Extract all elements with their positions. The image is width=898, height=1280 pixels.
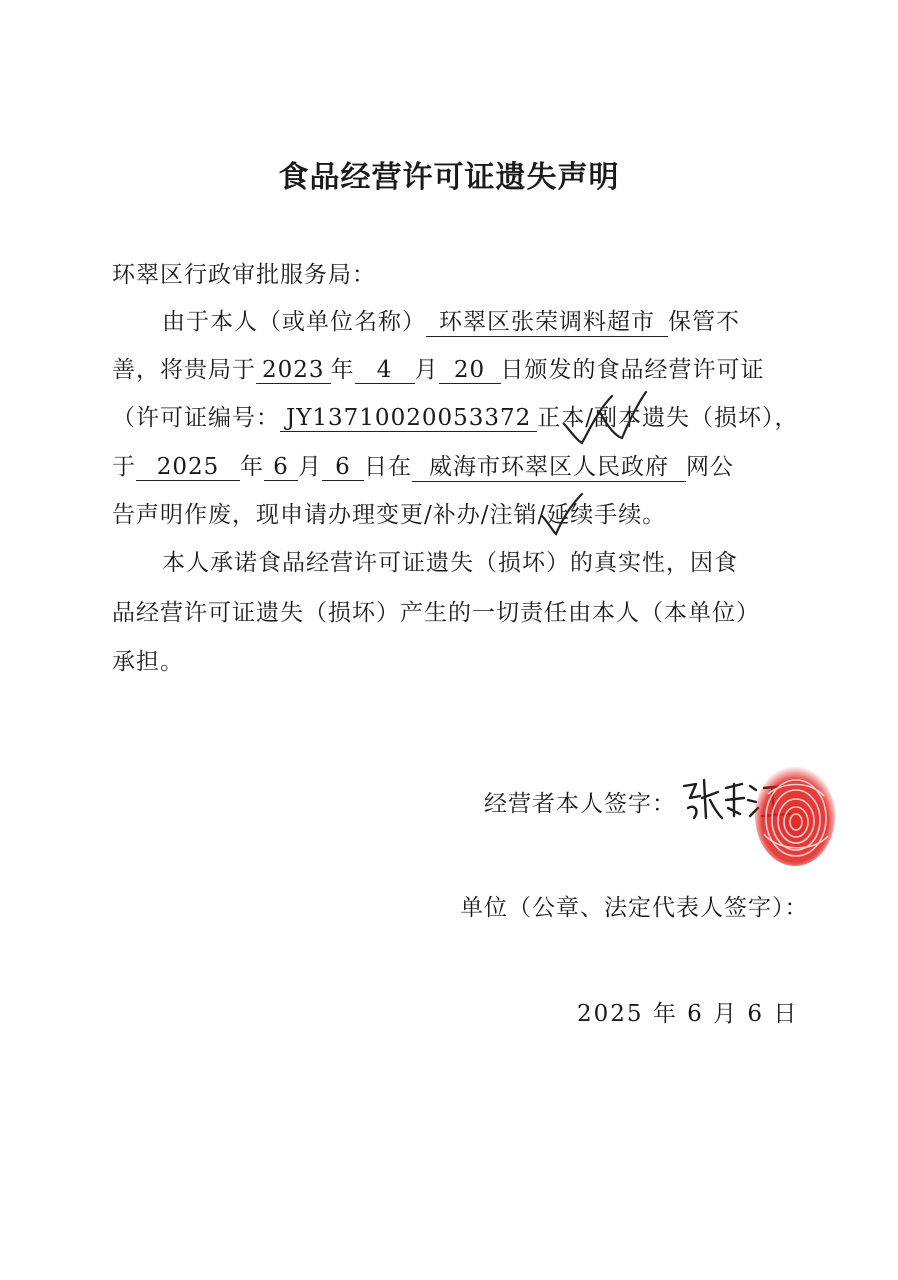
p2-line3: 承担。: [112, 649, 184, 675]
issue-day-field: 20: [439, 357, 501, 384]
license-number-field: JY13710020053372: [280, 405, 537, 432]
p1-line4: 于 2025 年 6 月 6 日在 威海市环翠区人民政府 网公: [112, 448, 734, 482]
p1-line2: 善，将贵局于 2023 年 4 月 20 日颁发的食品经营许可证: [112, 357, 765, 383]
p1-line5: 告声明作废，现申请办理变更/补办/注销/延续手续。: [112, 502, 667, 528]
check-mark-icon: [560, 388, 650, 448]
issue-month-field: 4: [355, 357, 415, 384]
p1-line1: 由于本人（或单位名称） 环翠区张荣调料超市 保管不: [162, 303, 740, 337]
p2-line2: 品经营许可证遗失（损坏）产生的一切责任由本人（本单位）: [112, 600, 760, 626]
p2-line1: 本人承诺食品经营许可证遗失（损坏）的真实性，因食: [162, 550, 738, 576]
operator-sign-label: 经营者本人签字：: [484, 791, 676, 817]
issue-year-field: 2023: [256, 357, 331, 384]
unit-sign-label: 单位（公章、法定代表人签字）：: [460, 895, 809, 921]
p1-line3: （许可证编号： JY13710020053372 正本/副本遗失（损坏），: [112, 405, 799, 431]
notice-day-field: 6: [322, 454, 364, 481]
declaration-date: 2025 年 6 月 6 日: [577, 1001, 799, 1027]
addressee: 环翠区行政审批服务局：: [112, 262, 376, 288]
fingerprint-icon: [752, 764, 838, 868]
notice-month-field: 6: [264, 454, 298, 481]
check-mark-icon: [536, 490, 586, 538]
unit-name-field: 环翠区张荣调料超市: [426, 303, 668, 337]
notice-year-field: 2025: [136, 454, 240, 481]
document-title: 食品经营许可证遗失声明: [278, 160, 620, 195]
notice-site-field: 威海市环翠区人民政府: [412, 448, 686, 482]
